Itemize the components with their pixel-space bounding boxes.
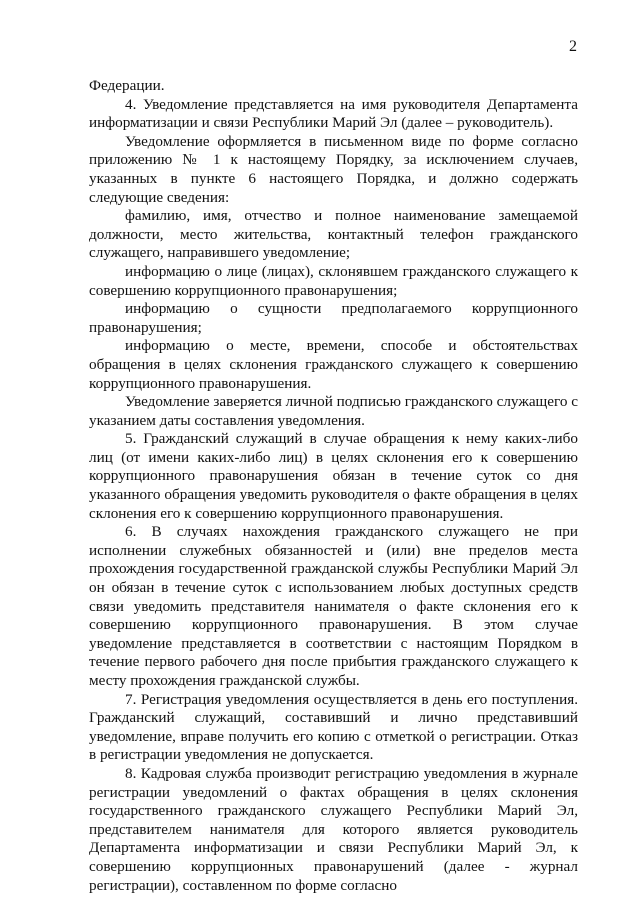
paragraph-list-essence: информацию о сущности предполагаемого коррупционного правонарушения;	[89, 300, 578, 336]
paragraph-list-circumstances: информацию о месте, времени, способе и обстоятельствах обращения в целях склонения гражданского служащего к совершению коррупционного правонарушения.	[89, 337, 578, 392]
paragraph-item-4: 4. Уведомление представляется на имя руководителя Департамента информатизации и связи Республики Марий Эл (далее – руководитель).	[89, 95, 578, 132]
document-body	[89, 77, 578, 895]
paragraph-item-7: 7. Регистрация уведомления осуществляется в день его поступления. Гражданский служащий, составивший и лично представивший уведомление, вправе получить его копию с отметкой о регистрации. Отказ в регистрации уведомления не допускается.	[89, 690, 578, 764]
paragraph-item-6: 6. В случаях нахождения гражданского служащего не при исполнении служебных обязанностей и (или) вне пределов места прохождения государственной гражданской службы Республики Марий Эл он обязан в течение суток с использованием любых доступных средств связи уведомить представителя нанимателя о факте склонения его к совершению коррупционного правонарушения. В этом случае уведомление представляется в соответствии с настоящим Порядком в течение первого рабочего дня после прибытия гражданского служащего к месту прохождения гражданской службы.	[89, 523, 578, 689]
paragraph-list-employee: фамилию, имя, отчество и полное наименование замещаемой должности, место жительства, контактный телефон гражданского служащего, направившего уведомление;	[89, 207, 578, 262]
paragraph-item-5: 5. Гражданский служащий в случае обращения к нему каких-либо лиц (от имени каких-либо лиц) в целях склонения его к совершению коррупционного правонарушения обязан в течение суток со дня указанного обращения уведомить руководителя о факте обращения в целях склонения его к совершению коррупционного правонарушения.	[89, 430, 578, 522]
paragraph-item-8: 8. Кадровая служба производит регистрацию уведомления в журнале регистрации уведомлений о фактах обращения в целях склонения государственного гражданского служащего Республики Марий Эл, представителем нанимателя для которого является руководитель Департамента информатизации и связи Республики Марий Эл, к совершению коррупционных правонарушений (далее - журнал регистрации), составленном по форме согласно	[89, 764, 578, 894]
paragraph-continuation: Федерации.	[89, 77, 165, 94]
paragraph-list-person: информацию о лице (лицах), склонявшем гражданского служащего к совершению коррупционного правонарушения;	[89, 262, 578, 299]
paragraph-notice-form: Уведомление оформляется в письменном виде по форме согласно приложению № 1 к настоящему Порядку, за исключением случаев, указанных в пункте 6 настоящего Порядка, и должно содержать следующие сведения:	[89, 132, 578, 206]
page-number: 2	[569, 38, 577, 55]
paragraph-signature: Уведомление заверяется личной подписью гражданского служащего с указанием даты составления уведомления.	[89, 393, 578, 429]
